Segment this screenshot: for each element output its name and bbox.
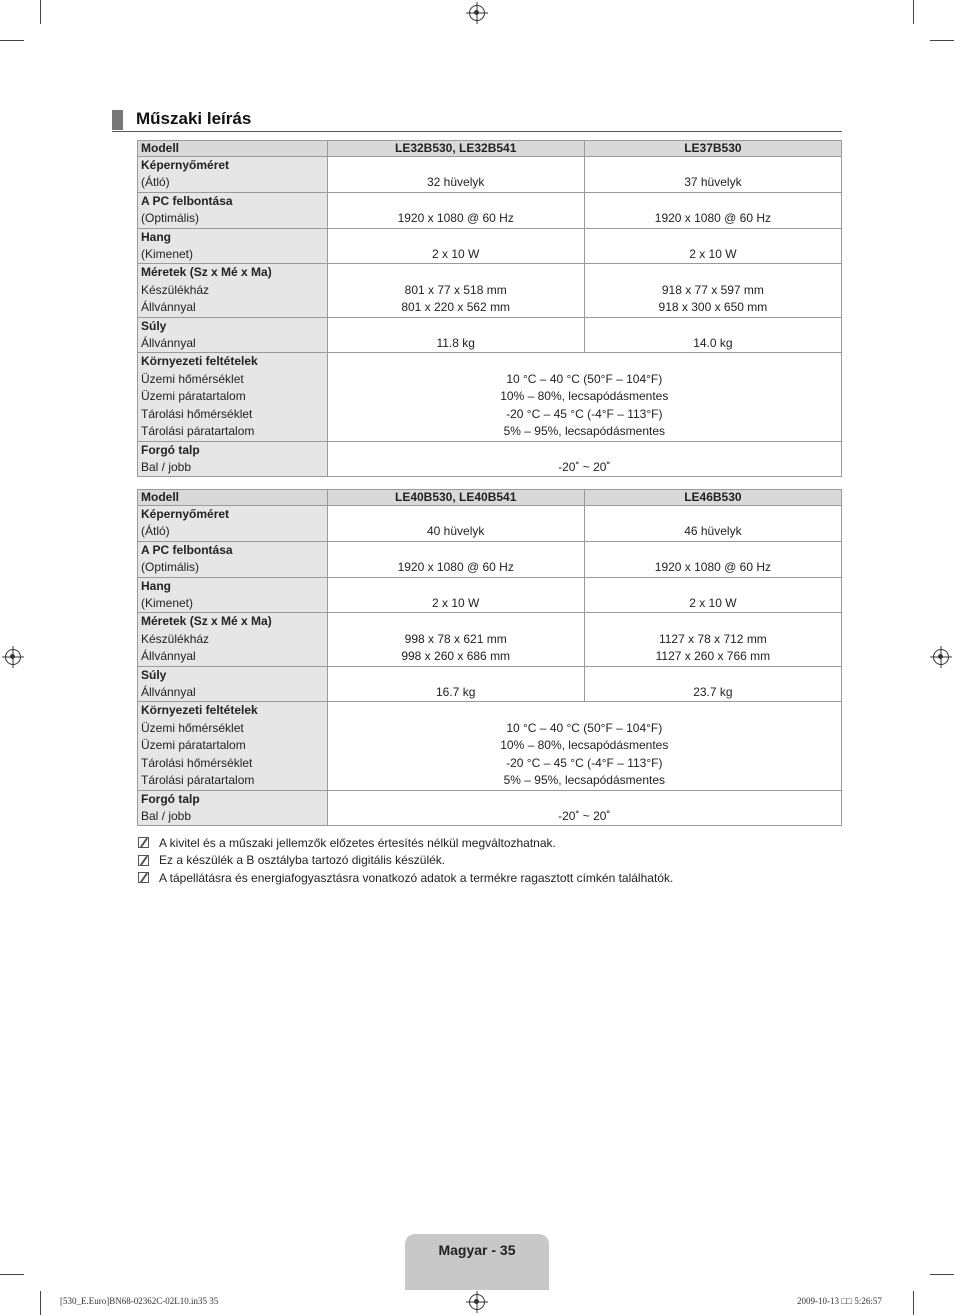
crop-mark — [0, 40, 24, 41]
row-label — [138, 317, 328, 353]
crop-mark — [930, 40, 954, 41]
row-title: Képernyőméret — [141, 158, 230, 172]
row-subtitle: Állvánnyal — [141, 685, 196, 700]
cell-value: 1920 x 1080 @ 60 Hz — [584, 192, 841, 228]
cell-value: -20˚ ~ 20˚ — [327, 441, 841, 477]
row-subtitle: Üzemi hőmérséklet — [141, 371, 244, 386]
note-icon — [138, 855, 149, 866]
cell-line: 1127 x 260 x 766 mm — [655, 649, 771, 664]
cell-line: 10% – 80%, lecsapódásmentes — [500, 389, 669, 404]
cell-value — [584, 264, 841, 317]
spec-table-2 — [137, 489, 842, 826]
row-subtitle: (Átló) — [141, 524, 170, 539]
page-number: Magyar - 35 — [438, 1242, 516, 1258]
page-number-tab — [405, 1234, 549, 1290]
header-model-label: Modell — [138, 141, 328, 157]
row-subtitle: Tárolási páratartalom — [141, 424, 255, 439]
row-label — [138, 264, 328, 317]
row-subtitle: Üzemi páratartalom — [141, 738, 246, 753]
note-item — [138, 869, 673, 887]
table-row — [138, 666, 842, 702]
cell-value: 46 hüvelyk — [584, 506, 841, 542]
table-row — [138, 441, 842, 477]
row-subtitle: (Kimenet) — [141, 247, 194, 262]
row-title: Súly — [141, 667, 167, 682]
print-slug-right: 2009-10-13 □□ 5:26:57 — [797, 1296, 882, 1306]
row-title: Képernyőméret — [141, 507, 230, 521]
row-title: Méretek (Sz x Mé x Ma) — [141, 265, 272, 280]
row-subtitle: Tárolási hőmérséklet — [141, 406, 253, 421]
row-title: Környezeti feltételek — [141, 703, 258, 718]
row-label — [138, 577, 328, 613]
cell-value: -20˚ ~ 20˚ — [327, 790, 841, 826]
row-label — [138, 192, 328, 228]
cell-line: 801 x 77 x 518 mm — [404, 282, 507, 297]
row-subtitle: Tárolási páratartalom — [141, 773, 255, 788]
cell-line: -20 °C – 45 °C (-4°F – 113°F) — [506, 755, 663, 770]
cell-value — [327, 613, 584, 666]
cell-value: 1920 x 1080 @ 60 Hz — [327, 541, 584, 577]
note-text: A tápellátásra és energiafogyasztásra vonatkozó adatok a termékre ragasztott címkén találhatók. — [159, 870, 674, 885]
cell-line: 1127 x 78 x 712 mm — [658, 631, 767, 646]
cell-value: 2 x 10 W — [584, 577, 841, 613]
row-title: Forgó talp — [141, 791, 200, 806]
cell-line: 918 x 300 x 650 mm — [658, 300, 768, 315]
row-title: Hang — [141, 578, 171, 593]
row-subtitle: Készülékház — [141, 631, 210, 646]
cell-value: 2 x 10 W — [584, 228, 841, 264]
section-marker — [112, 110, 123, 130]
row-label — [138, 506, 328, 542]
row-label — [138, 353, 328, 441]
cell-value: 2 x 10 W — [327, 228, 584, 264]
cell-value: 1920 x 1080 @ 60 Hz — [327, 192, 584, 228]
cell-value: 40 hüvelyk — [327, 506, 584, 542]
row-subtitle: Állvánnyal — [141, 300, 196, 315]
row-subtitle: Készülékház — [141, 282, 210, 297]
registration-mark-icon — [5, 649, 21, 665]
note-text: Ez a készülék a B osztályba tartozó digitális készülék. — [159, 853, 446, 868]
row-subtitle: (Optimális) — [141, 211, 200, 226]
table-header-row — [138, 490, 842, 506]
row-label — [138, 702, 328, 790]
spec-table-1 — [137, 140, 842, 477]
row-title: Környezeti feltételek — [141, 354, 258, 369]
table-row — [138, 541, 842, 577]
table-row — [138, 157, 842, 193]
cell-line: 801 x 220 x 562 mm — [401, 300, 511, 315]
cell-line: 10 °C – 40 °C (50°F – 104°F) — [506, 371, 663, 386]
row-subtitle: Tárolási hőmérséklet — [141, 755, 253, 770]
note-icon — [138, 872, 149, 883]
header-model-2: LE37B530 — [584, 141, 841, 157]
cell-value — [584, 613, 841, 666]
page-title: Műszaki leírás — [136, 109, 252, 128]
notes-list — [138, 834, 673, 887]
cell-line: 918 x 77 x 597 mm — [661, 282, 764, 297]
cell-line: 10 °C – 40 °C (50°F – 104°F) — [506, 720, 663, 735]
cell-value: 14.0 kg — [584, 317, 841, 353]
cell-value — [327, 353, 841, 441]
row-label — [138, 228, 328, 264]
registration-mark-icon — [469, 5, 485, 21]
cell-line: -20 °C – 45 °C (-4°F – 113°F) — [506, 406, 663, 421]
cell-line: 5% – 95%, lecsapódásmentes — [503, 773, 666, 788]
note-item — [138, 834, 673, 852]
row-subtitle: (Kimenet) — [141, 596, 194, 611]
crop-mark — [0, 1274, 24, 1275]
row-subtitle: Állvánnyal — [141, 336, 196, 351]
cell-value: 2 x 10 W — [327, 577, 584, 613]
crop-mark — [40, 1291, 41, 1315]
row-title: Súly — [141, 318, 167, 333]
cell-value: 1920 x 1080 @ 60 Hz — [584, 541, 841, 577]
cell-line: 998 x 78 x 621 mm — [404, 631, 507, 646]
cell-line: 10% – 80%, lecsapódásmentes — [500, 738, 669, 753]
row-subtitle: Üzemi páratartalom — [141, 389, 246, 404]
note-item — [138, 852, 673, 870]
table-header-row — [138, 141, 842, 157]
cell-value: 11.8 kg — [327, 317, 584, 353]
cell-line: 998 x 260 x 686 mm — [401, 649, 511, 664]
row-title: Méretek (Sz x Mé x Ma) — [141, 614, 272, 629]
table-row — [138, 613, 842, 666]
row-subtitle: Üzemi hőmérséklet — [141, 720, 244, 735]
cell-value: 23.7 kg — [584, 666, 841, 702]
cell-value: 37 hüvelyk — [584, 157, 841, 193]
cell-value — [327, 702, 841, 790]
crop-mark — [40, 0, 41, 24]
row-title: A PC felbontása — [141, 193, 233, 208]
row-subtitle: Bal / jobb — [141, 808, 192, 823]
table-row — [138, 577, 842, 613]
header-model-2: LE46B530 — [584, 490, 841, 506]
table-row — [138, 264, 842, 317]
registration-mark-icon — [933, 649, 949, 665]
row-label — [138, 441, 328, 477]
row-title: Forgó talp — [141, 442, 200, 457]
table-row — [138, 192, 842, 228]
cell-line: 5% – 95%, lecsapódásmentes — [503, 424, 666, 439]
print-slug-left: [530_E.Euro]BN68-02362C-02L10.in35 35 — [60, 1296, 219, 1306]
cell-value — [327, 264, 584, 317]
note-icon — [138, 837, 149, 848]
table-row — [138, 317, 842, 353]
row-title: A PC felbontása — [141, 542, 233, 557]
row-subtitle: (Átló) — [141, 175, 170, 190]
table-row — [138, 790, 842, 826]
header-model-label: Modell — [138, 490, 328, 506]
row-label — [138, 541, 328, 577]
header-model-1: LE32B530, LE32B541 — [327, 141, 584, 157]
crop-mark — [930, 1274, 954, 1275]
row-label — [138, 666, 328, 702]
row-subtitle: Állvánnyal — [141, 649, 196, 664]
table-row — [138, 228, 842, 264]
note-text: A kivitel és a műszaki jellemzők előzetes értesítés nélkül megváltozhatnak. — [159, 835, 556, 850]
row-subtitle: Bal / jobb — [141, 459, 192, 474]
row-subtitle: (Optimális) — [141, 560, 200, 575]
row-label — [138, 613, 328, 666]
crop-mark — [913, 1291, 914, 1315]
table-row — [138, 506, 842, 542]
row-label — [138, 157, 328, 193]
table-row — [138, 353, 842, 441]
header-model-1: LE40B530, LE40B541 — [327, 490, 584, 506]
table-row — [138, 702, 842, 790]
cell-value: 32 hüvelyk — [327, 157, 584, 193]
section-header — [112, 108, 842, 132]
registration-mark-icon — [469, 1294, 485, 1310]
cell-value: 16.7 kg — [327, 666, 584, 702]
row-title: Hang — [141, 229, 171, 244]
row-label — [138, 790, 328, 826]
crop-mark — [913, 0, 914, 24]
